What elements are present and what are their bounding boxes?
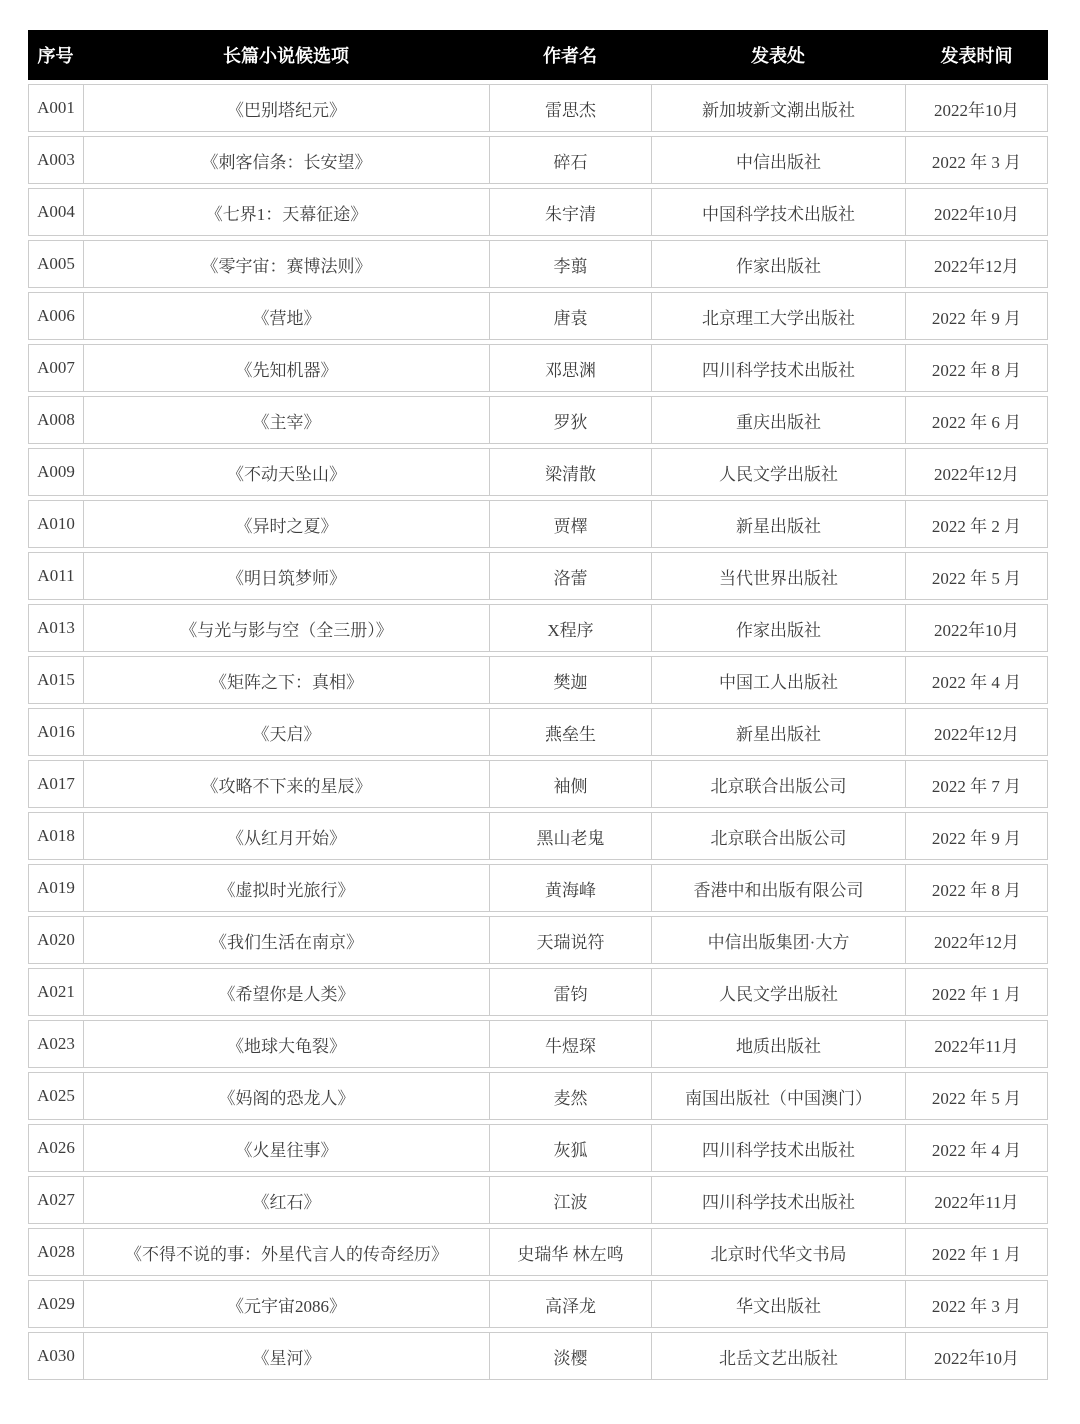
cell-publish-date: 2022 年 5 月 bbox=[905, 552, 1048, 600]
cell-publisher: 北岳文艺出版社 bbox=[651, 1332, 905, 1380]
cell-author-name: 麦然 bbox=[489, 1072, 651, 1120]
cell-serial-number: A008 bbox=[28, 396, 83, 444]
table-row bbox=[28, 604, 1048, 652]
cell-novel-title: 《虚拟时光旅行》 bbox=[83, 864, 489, 912]
cell-author-name: 洛蕾 bbox=[489, 552, 651, 600]
cell-author-name: 碎石 bbox=[489, 136, 651, 184]
table-row bbox=[28, 552, 1048, 600]
cell-publisher: 北京时代华文书局 bbox=[651, 1228, 905, 1276]
cell-serial-number: A009 bbox=[28, 448, 83, 496]
table-row bbox=[28, 136, 1048, 184]
table-row bbox=[28, 448, 1048, 496]
cell-publish-date: 2022 年 8 月 bbox=[905, 864, 1048, 912]
cell-serial-number: A010 bbox=[28, 500, 83, 548]
cell-novel-title: 《七界1：天幕征途》 bbox=[83, 188, 489, 236]
cell-author-name: 灰狐 bbox=[489, 1124, 651, 1172]
cell-publish-date: 2022 年 2 月 bbox=[905, 500, 1048, 548]
table-row bbox=[28, 500, 1048, 548]
cell-author-name: 唐袁 bbox=[489, 292, 651, 340]
table-row bbox=[28, 864, 1048, 912]
cell-publish-date: 2022 年 9 月 bbox=[905, 292, 1048, 340]
cell-serial-number: A026 bbox=[28, 1124, 83, 1172]
cell-publisher: 作家出版社 bbox=[651, 240, 905, 288]
cell-author-name: 史瑞华 林左鸣 bbox=[489, 1228, 651, 1276]
novel-candidates-table bbox=[28, 26, 1048, 1384]
cell-novel-title: 《火星往事》 bbox=[83, 1124, 489, 1172]
cell-novel-title: 《主宰》 bbox=[83, 396, 489, 444]
cell-serial-number: A028 bbox=[28, 1228, 83, 1276]
cell-novel-title: 《地球大龟裂》 bbox=[83, 1020, 489, 1068]
cell-serial-number: A030 bbox=[28, 1332, 83, 1380]
cell-author-name: 袖侧 bbox=[489, 760, 651, 808]
table-row bbox=[28, 916, 1048, 964]
cell-publisher: 四川科学技术出版社 bbox=[651, 1176, 905, 1224]
cell-publish-date: 2022 年 6 月 bbox=[905, 396, 1048, 444]
cell-publish-date: 2022年10月 bbox=[905, 604, 1048, 652]
cell-novel-title: 《希望你是人类》 bbox=[83, 968, 489, 1016]
cell-publisher: 四川科学技术出版社 bbox=[651, 1124, 905, 1172]
cell-novel-title: 《从红月开始》 bbox=[83, 812, 489, 860]
cell-publish-date: 2022年12月 bbox=[905, 708, 1048, 756]
cell-serial-number: A013 bbox=[28, 604, 83, 652]
cell-publish-date: 2022 年 4 月 bbox=[905, 1124, 1048, 1172]
cell-publisher: 北京联合出版公司 bbox=[651, 812, 905, 860]
cell-author-name: 雷钧 bbox=[489, 968, 651, 1016]
cell-author-name: 燕垒生 bbox=[489, 708, 651, 756]
cell-publish-date: 2022 年 3 月 bbox=[905, 1280, 1048, 1328]
cell-publisher: 中国科学技术出版社 bbox=[651, 188, 905, 236]
cell-publisher: 新星出版社 bbox=[651, 500, 905, 548]
column-header-id: 序号 bbox=[28, 30, 83, 80]
cell-publisher: 新加坡新文潮出版社 bbox=[651, 84, 905, 132]
cell-novel-title: 《先知机器》 bbox=[83, 344, 489, 392]
cell-publish-date: 2022 年 1 月 bbox=[905, 1228, 1048, 1276]
cell-publish-date: 2022 年 1 月 bbox=[905, 968, 1048, 1016]
cell-novel-title: 《不得不说的事：外星代言人的传奇经历》 bbox=[83, 1228, 489, 1276]
cell-publish-date: 2022年12月 bbox=[905, 240, 1048, 288]
column-header-author: 作者名 bbox=[489, 30, 651, 80]
cell-novel-title: 《矩阵之下：真相》 bbox=[83, 656, 489, 704]
cell-novel-title: 《天启》 bbox=[83, 708, 489, 756]
cell-publisher: 北京联合出版公司 bbox=[651, 760, 905, 808]
cell-author-name: 天瑞说符 bbox=[489, 916, 651, 964]
cell-serial-number: A015 bbox=[28, 656, 83, 704]
cell-publish-date: 2022 年 3 月 bbox=[905, 136, 1048, 184]
table-row bbox=[28, 292, 1048, 340]
cell-serial-number: A020 bbox=[28, 916, 83, 964]
cell-author-name: 贾檡 bbox=[489, 500, 651, 548]
cell-novel-title: 《营地》 bbox=[83, 292, 489, 340]
table-row bbox=[28, 188, 1048, 236]
cell-publish-date: 2022 年 9 月 bbox=[905, 812, 1048, 860]
column-header-date: 发表时间 bbox=[905, 30, 1048, 80]
table-row bbox=[28, 1072, 1048, 1120]
cell-publisher: 南国出版社（中国澳门） bbox=[651, 1072, 905, 1120]
table-header bbox=[28, 30, 1048, 80]
cell-publisher: 作家出版社 bbox=[651, 604, 905, 652]
table-body bbox=[28, 84, 1048, 1380]
cell-serial-number: A001 bbox=[28, 84, 83, 132]
cell-serial-number: A007 bbox=[28, 344, 83, 392]
cell-author-name: 梁清散 bbox=[489, 448, 651, 496]
cell-author-name: X程序 bbox=[489, 604, 651, 652]
cell-novel-title: 《星河》 bbox=[83, 1332, 489, 1380]
cell-publish-date: 2022年10月 bbox=[905, 188, 1048, 236]
cell-publisher: 地质出版社 bbox=[651, 1020, 905, 1068]
table-row bbox=[28, 1176, 1048, 1224]
cell-publish-date: 2022年10月 bbox=[905, 1332, 1048, 1380]
table-row bbox=[28, 344, 1048, 392]
cell-novel-title: 《我们生活在南京》 bbox=[83, 916, 489, 964]
cell-serial-number: A027 bbox=[28, 1176, 83, 1224]
cell-author-name: 黄海峰 bbox=[489, 864, 651, 912]
cell-novel-title: 《红石》 bbox=[83, 1176, 489, 1224]
table-row bbox=[28, 968, 1048, 1016]
table-row bbox=[28, 240, 1048, 288]
cell-novel-title: 《不动天坠山》 bbox=[83, 448, 489, 496]
cell-serial-number: A018 bbox=[28, 812, 83, 860]
cell-publish-date: 2022 年 4 月 bbox=[905, 656, 1048, 704]
table-row bbox=[28, 396, 1048, 444]
cell-publisher: 香港中和出版有限公司 bbox=[651, 864, 905, 912]
cell-publish-date: 2022年11月 bbox=[905, 1020, 1048, 1068]
cell-serial-number: A003 bbox=[28, 136, 83, 184]
cell-novel-title: 《妈阁的恐龙人》 bbox=[83, 1072, 489, 1120]
table-row bbox=[28, 760, 1048, 808]
cell-publish-date: 2022 年 8 月 bbox=[905, 344, 1048, 392]
cell-publish-date: 2022 年 7 月 bbox=[905, 760, 1048, 808]
cell-serial-number: A017 bbox=[28, 760, 83, 808]
cell-author-name: 黑山老鬼 bbox=[489, 812, 651, 860]
cell-publisher: 人民文学出版社 bbox=[651, 968, 905, 1016]
cell-author-name: 高泽龙 bbox=[489, 1280, 651, 1328]
cell-publisher: 北京理工大学出版社 bbox=[651, 292, 905, 340]
cell-publisher: 重庆出版社 bbox=[651, 396, 905, 444]
cell-publish-date: 2022年12月 bbox=[905, 916, 1048, 964]
cell-publisher: 当代世界出版社 bbox=[651, 552, 905, 600]
cell-publish-date: 2022年11月 bbox=[905, 1176, 1048, 1224]
cell-publisher: 四川科学技术出版社 bbox=[651, 344, 905, 392]
cell-author-name: 淡樱 bbox=[489, 1332, 651, 1380]
cell-publisher: 华文出版社 bbox=[651, 1280, 905, 1328]
cell-publish-date: 2022年10月 bbox=[905, 84, 1048, 132]
cell-serial-number: A021 bbox=[28, 968, 83, 1016]
table-row bbox=[28, 84, 1048, 132]
cell-author-name: 江波 bbox=[489, 1176, 651, 1224]
cell-novel-title: 《与光与影与空（全三册）》 bbox=[83, 604, 489, 652]
cell-author-name: 樊迦 bbox=[489, 656, 651, 704]
cell-publish-date: 2022年12月 bbox=[905, 448, 1048, 496]
cell-serial-number: A025 bbox=[28, 1072, 83, 1120]
table-row bbox=[28, 1228, 1048, 1276]
cell-publisher: 中信出版社 bbox=[651, 136, 905, 184]
cell-novel-title: 《异时之夏》 bbox=[83, 500, 489, 548]
cell-serial-number: A019 bbox=[28, 864, 83, 912]
cell-novel-title: 《零宇宙：赛博法则》 bbox=[83, 240, 489, 288]
column-header-title: 长篇小说候选项 bbox=[83, 30, 489, 80]
table-row bbox=[28, 1280, 1048, 1328]
cell-novel-title: 《元宇宙2086》 bbox=[83, 1280, 489, 1328]
cell-serial-number: A023 bbox=[28, 1020, 83, 1068]
column-header-publisher: 发表处 bbox=[651, 30, 905, 80]
table-row bbox=[28, 1332, 1048, 1380]
cell-author-name: 李翦 bbox=[489, 240, 651, 288]
table-row bbox=[28, 812, 1048, 860]
cell-novel-title: 《明日筑梦师》 bbox=[83, 552, 489, 600]
cell-publisher: 中信出版集团·大方 bbox=[651, 916, 905, 964]
cell-author-name: 罗狄 bbox=[489, 396, 651, 444]
cell-serial-number: A004 bbox=[28, 188, 83, 236]
cell-novel-title: 《刺客信条：长安望》 bbox=[83, 136, 489, 184]
table-row bbox=[28, 656, 1048, 704]
cell-novel-title: 《攻略不下来的星辰》 bbox=[83, 760, 489, 808]
cell-author-name: 邓思渊 bbox=[489, 344, 651, 392]
table-row bbox=[28, 708, 1048, 756]
cell-publish-date: 2022 年 5 月 bbox=[905, 1072, 1048, 1120]
cell-publisher: 新星出版社 bbox=[651, 708, 905, 756]
cell-author-name: 牛煜琛 bbox=[489, 1020, 651, 1068]
cell-author-name: 雷思杰 bbox=[489, 84, 651, 132]
cell-serial-number: A006 bbox=[28, 292, 83, 340]
cell-publisher: 中国工人出版社 bbox=[651, 656, 905, 704]
cell-novel-title: 《巴别塔纪元》 bbox=[83, 84, 489, 132]
cell-serial-number: A016 bbox=[28, 708, 83, 756]
header-row bbox=[28, 30, 1048, 80]
table-row bbox=[28, 1124, 1048, 1172]
cell-author-name: 朱宇清 bbox=[489, 188, 651, 236]
cell-serial-number: A011 bbox=[28, 552, 83, 600]
table-row bbox=[28, 1020, 1048, 1068]
cell-serial-number: A005 bbox=[28, 240, 83, 288]
cell-publisher: 人民文学出版社 bbox=[651, 448, 905, 496]
cell-serial-number: A029 bbox=[28, 1280, 83, 1328]
